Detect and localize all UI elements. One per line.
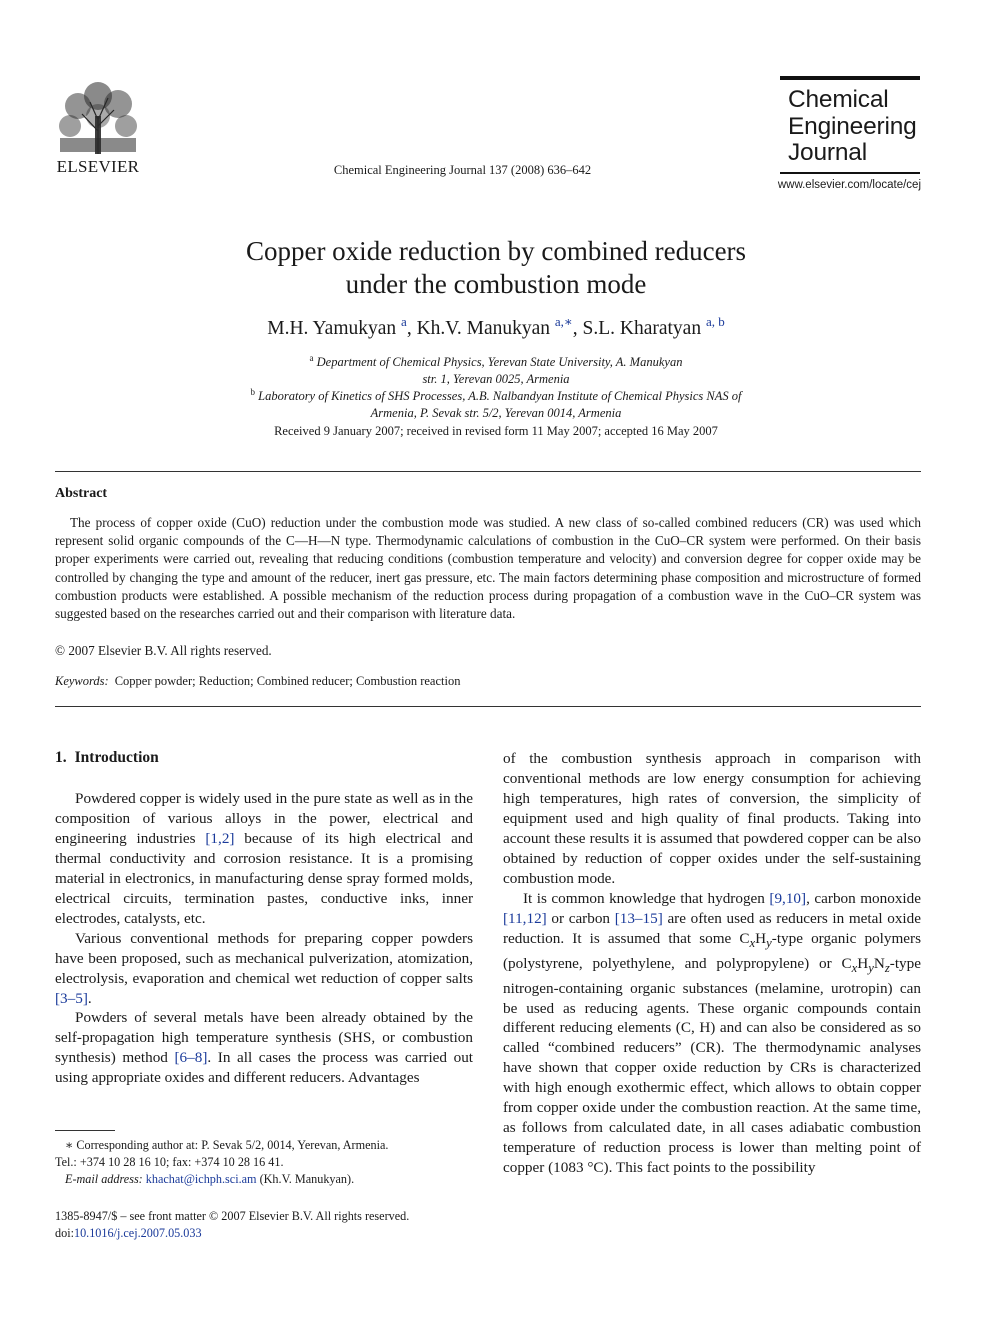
elsevier-tree-icon — [52, 76, 144, 156]
citation-link[interactable]: [9,10] — [769, 889, 807, 907]
title-line: Copper oxide reduction by combined reducers — [245, 236, 747, 266]
article-title — [150, 235, 842, 301]
section-heading — [55, 749, 167, 767]
title-line: under the combustion mode — [345, 269, 647, 299]
affiliation-a — [210, 350, 782, 388]
paragraph: Various conventional methods for preparing copper powders have been proposed, such as mechanical pulverization, atomization, electrolysis, evaporation and chemical wet reduction of copper salts [3–5]. — [55, 929, 473, 1007]
citation-link[interactable]: [11,12] — [503, 909, 547, 927]
divider — [55, 471, 921, 472]
paragraph: It is common knowledge that hydrogen [9,10], carbon monoxide [11,12] or carbon [13–15] are often used as reducers in metal oxide reduction. It is assumed that some $C_xH_y$-type organic polymers (polystyrene, polyethylene, and polypropylene) or $C_xH_yN_z$-type nitrogen-containing organic substances (melamine, urotropin) can be used as reducing agents. These organic compounds contain different reducing elements (C, H) and can also be considered as so called “combined reducers” (CR). The thermodynamic analyses have shown that copper oxide reduction by CRs is characterized with high enough exothermic effect, which allows to obtain copper from copper oxide under the combustion reaction. At the same time, as follows from calculated date, in all cases adiabatic combustion temperature of reduction process is lower than melting point of copper (1083 °C). This fact points to the possibility — [503, 889, 921, 1177]
affil-line: str. 1, Yerevan 0025, Armenia — [422, 372, 570, 386]
author-affil-marker[interactable]: a — [401, 314, 407, 329]
author-name: Kh.V. Manukyan — [416, 318, 551, 339]
section-title: Introduction — [74, 749, 159, 766]
doi-link[interactable]: 10.1016/j.cej.2007.05.033 — [73, 1226, 202, 1240]
formula-cxhynz: $C_xH_yN_z$ — [841, 954, 890, 975]
email-owner: (Kh.V. Manukyan). — [259, 1172, 355, 1186]
affil-marker: a — [309, 353, 314, 363]
elsevier-logo — [52, 76, 144, 176]
contact-numbers: Tel.: +374 10 28 16 10; fax: +374 10 28 16 41. — [55, 1155, 284, 1169]
paragraph: Powdered copper is widely used in the pure state as well as in the composition of various alloys in the power, electrical and engineering industries [1,2] because of its high electrical and thermal conductivity and corrosion resistance. It is a promising material in electronics, in manufacturing dense spray formed molds, electrical circuits, termination pastes, conductive inks, inner electrodes, catalysts, etc. — [55, 790, 473, 927]
affil-line: Armenia, P. Sevak str. 5/2, Yerevan 0014, Armenia — [370, 406, 622, 420]
keywords — [55, 674, 460, 689]
issn-line: 1385-8947/$ – see front matter © 2007 Elsevier B.V. All rights reserved. — [55, 1209, 410, 1223]
author-list: M.H. Yamukyan $^a$, Kh.V. Manukyan $^{a,∗}$, S.L. Kharatyan $^{a, b}$ — [267, 314, 725, 339]
abstract-text: The process of copper oxide (CuO) reduction under the combustion mode was studied. A new class of so-called combined reducers (CR) was used which represent solid organic compounds of the C—H—N type. Thermodynamic calculations of combustion in the CuO–CR system were performed. On their basis proper experiments were carried out, revealing that reducing conditions (combustion temperature and velocity) and conversion degree for copper oxide may be controlled by changing the type and amount of the reducer, inert gas pressure, etc. The main factors determining phase composition and microstructure of formed combustion products were established. A possible mechanism of the reduction process during propagation of a combustion wave in the CuO–CR system was suggested based on the researches carried out and their comparison with literature data. — [55, 515, 921, 622]
citation-link[interactable]: [13–15] — [614, 909, 663, 927]
author-name: M.H. Yamukyan — [267, 318, 397, 339]
affil-line: Department of Chemical Physics, Yerevan State University, A. Manukyan — [316, 355, 683, 369]
footnotes — [55, 1137, 475, 1188]
column-left — [55, 789, 473, 1088]
page-footer — [55, 1208, 409, 1242]
journal-brand — [780, 76, 920, 174]
author-affil-marker[interactable]: a,∗ — [554, 314, 573, 329]
abstract-copyright: © 2007 Elsevier B.V. All rights reserved. — [55, 643, 272, 658]
keywords-list: Copper powder; Reduction; Combined reducer; Combustion reaction — [114, 674, 461, 688]
citation-link[interactable]: [1,2] — [205, 829, 235, 847]
affil-marker: b — [250, 387, 256, 397]
formula-cxhy: $C_xH_y$ — [739, 929, 772, 950]
brand-rule-bottom — [780, 172, 920, 174]
column-right — [503, 749, 921, 1178]
journal-brand-name — [780, 80, 920, 169]
citation-link[interactable]: [3–5] — [55, 989, 88, 1007]
author-affil-marker[interactable]: a, b — [705, 314, 725, 329]
received-dates: Received 9 January 2007; received in revised form 11 May 2007; accepted 16 May 2007 — [274, 424, 718, 438]
brand-line: Engineering — [788, 112, 917, 140]
affil-line: Laboratory of Kinetics of SHS Processes, A.B. Nalbandyan Institute of Chemical Physics NAS of — [258, 389, 742, 403]
paragraph: Powders of several metals have been already obtained by the self-propagation high temperature synthesis (SHS, or combustion synthesis) method [6–8]. In all cases the process was carried out using appropriate oxides and different reducers. Advantages — [55, 1009, 474, 1087]
corresponding-author: Corresponding author at: P. Sevak 5/2, 0014, Yerevan, Armenia. — [76, 1138, 389, 1152]
journal-url[interactable]: www.elsevier.com/locate/cej — [777, 179, 921, 191]
abstract-heading: Abstract — [55, 486, 108, 501]
brand-line: Journal — [788, 139, 867, 166]
divider — [55, 706, 921, 707]
email-link[interactable]: khachat@ichph.sci.am — [145, 1172, 257, 1186]
keywords-label: Keywords: — [55, 674, 109, 688]
citation-link[interactable]: [6–8] — [174, 1049, 208, 1067]
asterisk-marker: ∗ — [65, 1138, 74, 1152]
author-name: S.L. Kharatyan — [582, 318, 702, 339]
footnote-rule — [55, 1130, 115, 1131]
publisher-name: ELSEVIER — [56, 157, 140, 176]
email-label: E-mail address: — [65, 1172, 143, 1186]
doi-prefix: doi: — [55, 1226, 74, 1240]
affiliation-b — [210, 384, 782, 422]
paragraph: of the combustion synthesis approach in comparison with conventional methods are low energy consumption for achieving high temperatures, high rates of conversion, the simplicity of equipment used and high quality of final products. Taking into account these results it is assumed that powdered copper can be also obtained by reduction of copper oxides under the self-sustaining combustion mode. — [503, 750, 921, 887]
section-number: 1. — [55, 749, 67, 766]
journal-citation: Chemical Engineering Journal 137 (2008) 636–642 — [333, 163, 592, 177]
brand-line: Chemical — [788, 86, 889, 113]
